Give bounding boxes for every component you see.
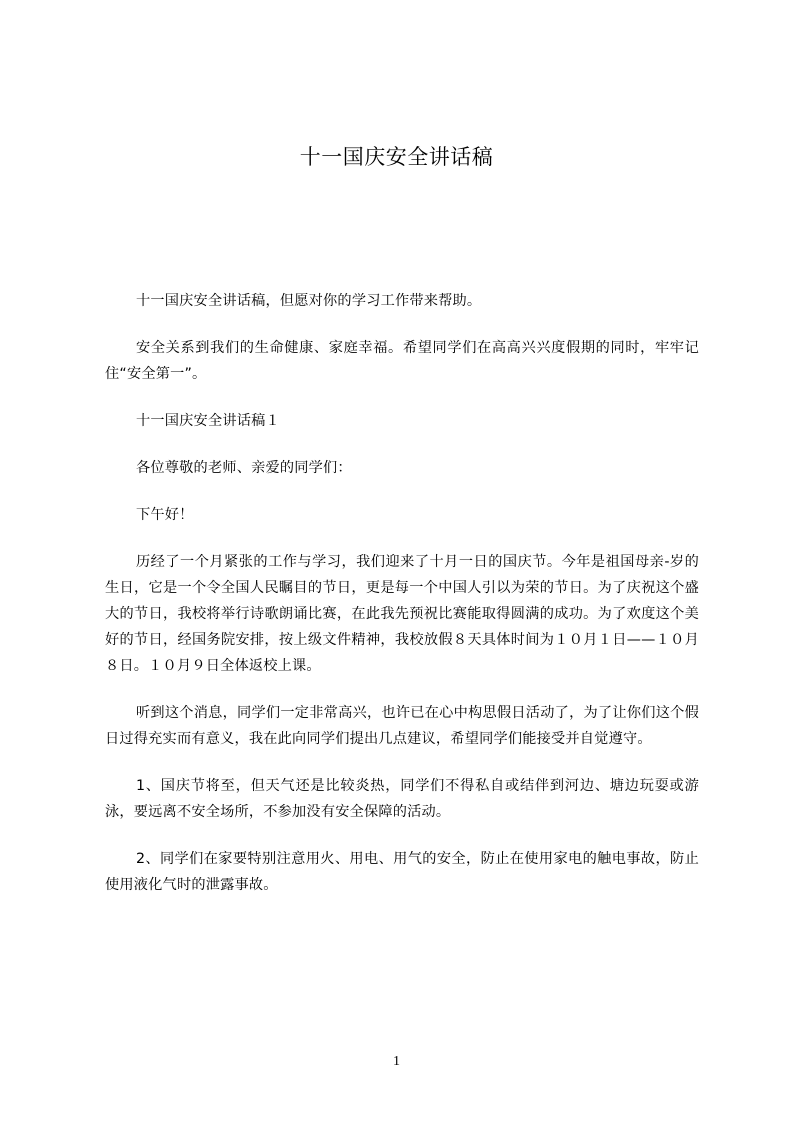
greeting: 下午好！ [136, 507, 194, 523]
holiday-paragraph: 历经了一个月紧张的工作与学习，我们迎来了十月一日的国庆节。今年是祖国母亲-岁的生日，它是一个令全国人民瞩目的节日，更是每一个中国人引以为荣的节日。为了庆祝这个盛大的节日，我校将举行诗歌朗诵比赛，在此我先预祝比赛能取得圆满的成功。为了欢度这个美好的节日，经国务院安排，按上级文件精神，我校放假８天具体时间为１０月１日——１０月８日。１０月９日全体返校上课。 [105, 554, 699, 674]
speech-heading: 十一国庆安全讲话稿１ [136, 413, 280, 429]
intro-paragraph: 十一国庆安全讲话稿，但愿对你的学习工作带来帮助。 [136, 293, 482, 309]
rule-item-2: 2、同学们在家要特别注意用火、用电、用气的安全，防止在使用家电的触电事故，防止使用液化气时的泄露事故。 [105, 851, 699, 893]
document-body [105, 288, 699, 919]
page-number: 1 [393, 1054, 400, 1069]
safety-summary-paragraph: 安全关系到我们的生命健康、家庭幸福。希望同学们在高高兴兴度假期的同时，牢牢记住“安全第一”。 [105, 340, 699, 382]
document-title: 十一国庆安全讲话稿 [299, 145, 494, 169]
rule-item-1: 1、国庆节将至，但天气还是比较炎热，同学们不得私自或结伴到河边、塘边玩耍或游泳，要远离不安全场所，不参加没有安全保障的活动。 [105, 778, 699, 820]
suggestion-paragraph: 听到这个消息，同学们一定非常高兴，也许已在心中构思假日活动了，为了让你们这个假日过得充实而有意义，我在此向同学们提出几点建议，希望同学们能接受并自觉遵守。 [105, 705, 699, 747]
salutation: 各位尊敬的老师、亲爱的同学们： [136, 460, 352, 476]
